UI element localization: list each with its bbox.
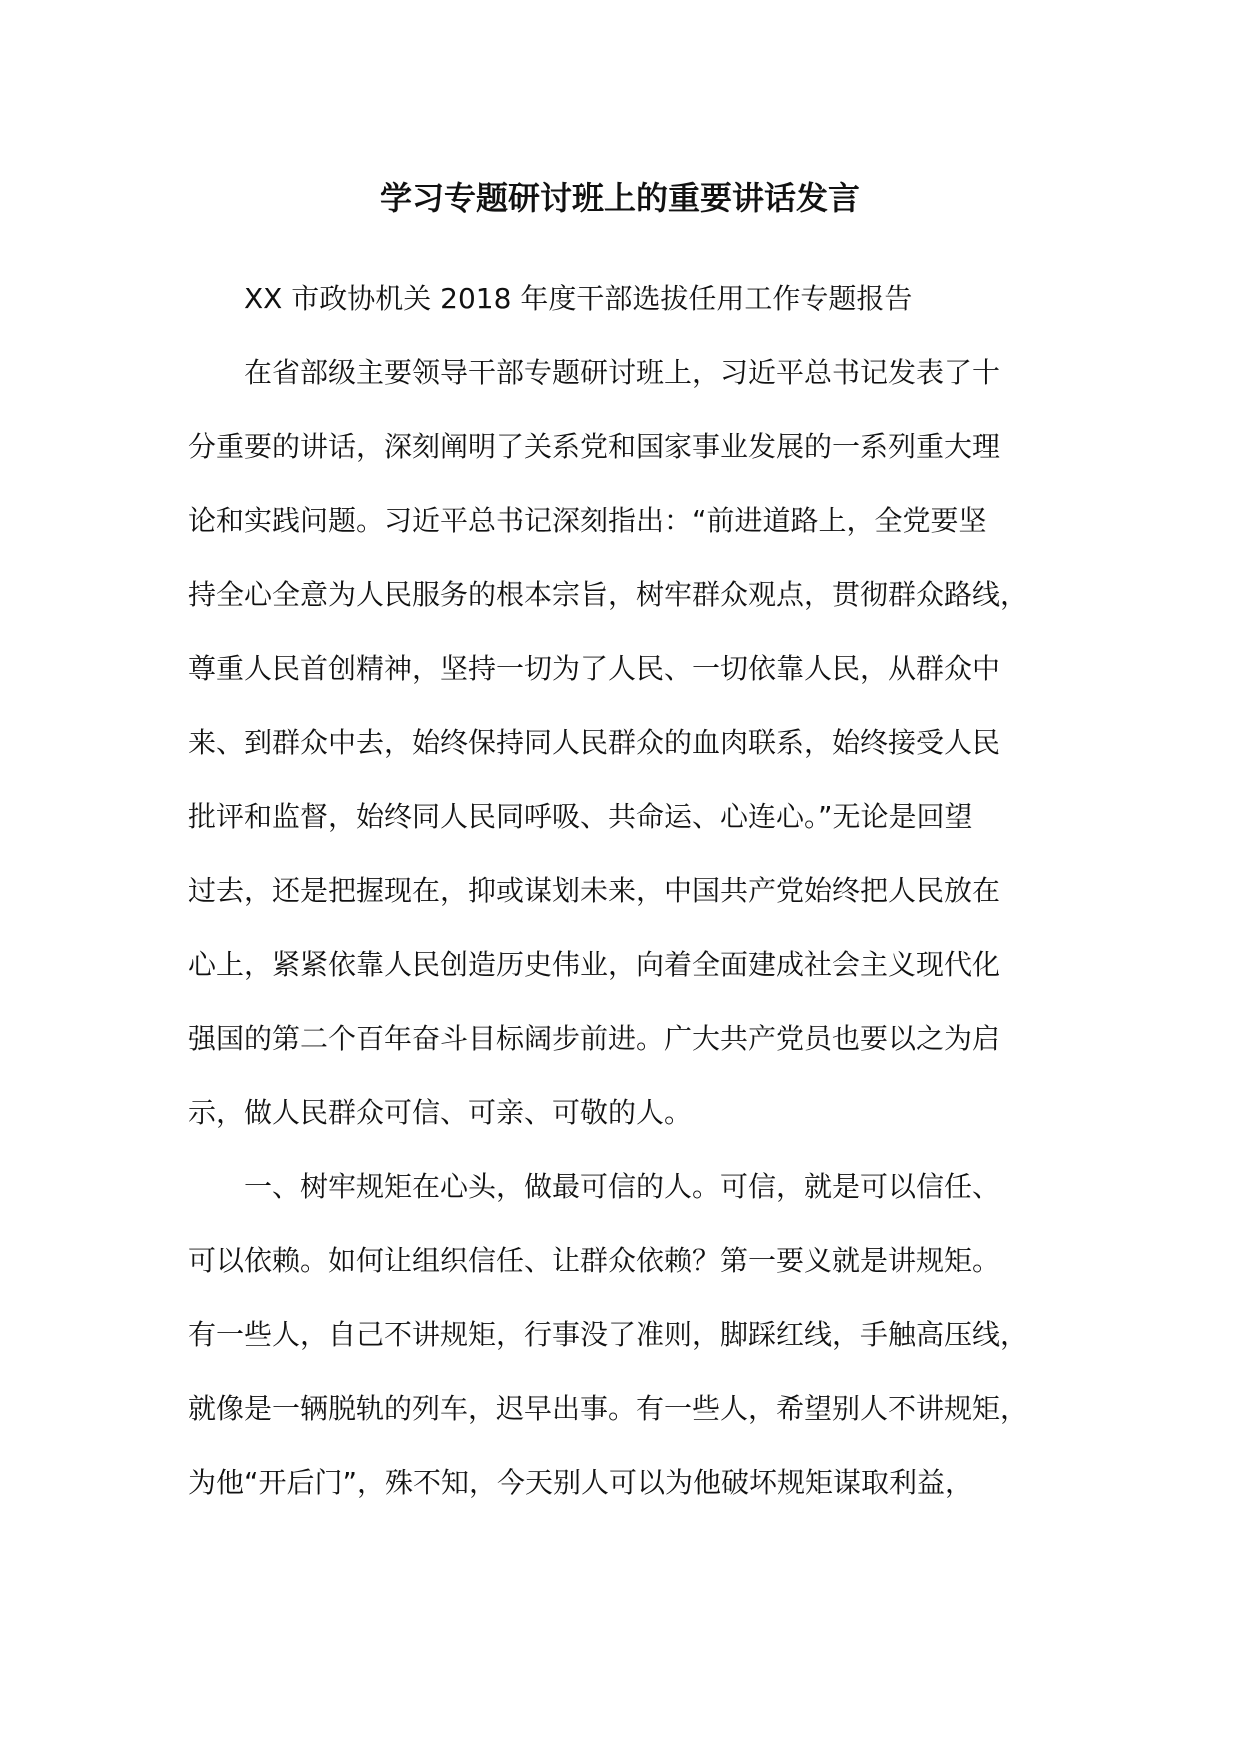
body-line: 批评和监督，始终同人民同呼吸、共命运、心连心。”无论是回望 <box>188 800 973 833</box>
body-line: 在省部级主要领导干部专题研讨班上，习近平总书记发表了十 <box>188 356 1001 389</box>
body-line: 强国的第二个百年奋斗目标阔步前进。广大共产党员也要以之为启 <box>188 1022 1001 1055</box>
body-line: 尊重人民首创精神，坚持一切为了人民、一切依靠人民，从群众中 <box>188 652 1001 685</box>
body-line: 持全心全意为人民服务的根本宗旨，树牢群众观点，贯彻群众路线， <box>188 578 1029 611</box>
body-line: 心上，紧紧依靠人民创造历史伟业，向着全面建成社会主义现代化 <box>188 948 1001 981</box>
subtitle-line: XX 市政协机关 2018 年度干部选拔任用工作专题报告 <box>188 282 913 315</box>
document-body <box>188 262 1076 1520</box>
body-line: 来、到群众中去，始终保持同人民群众的血肉联系，始终接受人民 <box>188 726 1001 759</box>
body-line: 分重要的讲话，深刻阐明了关系党和国家事业发展的一系列重大理 <box>188 430 1001 463</box>
document-title: 学习专题研讨班上的重要讲话发言 <box>379 179 860 217</box>
body-line: 有一些人，自己不讲规矩，行事没了准则，脚踩红线，手触高压线， <box>188 1318 1029 1351</box>
body-line: 就像是一辆脱轨的列车，迟早出事。有一些人，希望别人不讲规矩， <box>188 1392 1029 1425</box>
body-line: 论和实践问题。习近平总书记深刻指出：“前进道路上，全党要坚 <box>188 504 987 537</box>
body-line: 一、树牢规矩在心头，做最可信的人。可信，就是可以信任、 <box>188 1170 1001 1203</box>
body-line: 过去，还是把握现在，抑或谋划未来，中国共产党始终把人民放在 <box>188 874 1001 907</box>
body-line: 为他“开后门”，殊不知，今天别人可以为他破坏规矩谋取利益， <box>188 1466 974 1499</box>
body-line: 示，做人民群众可信、可亲、可敬的人。 <box>188 1096 693 1129</box>
body-line: 可以依赖。如何让组织信任、让群众依赖？第一要义就是讲规矩。 <box>188 1244 1001 1277</box>
